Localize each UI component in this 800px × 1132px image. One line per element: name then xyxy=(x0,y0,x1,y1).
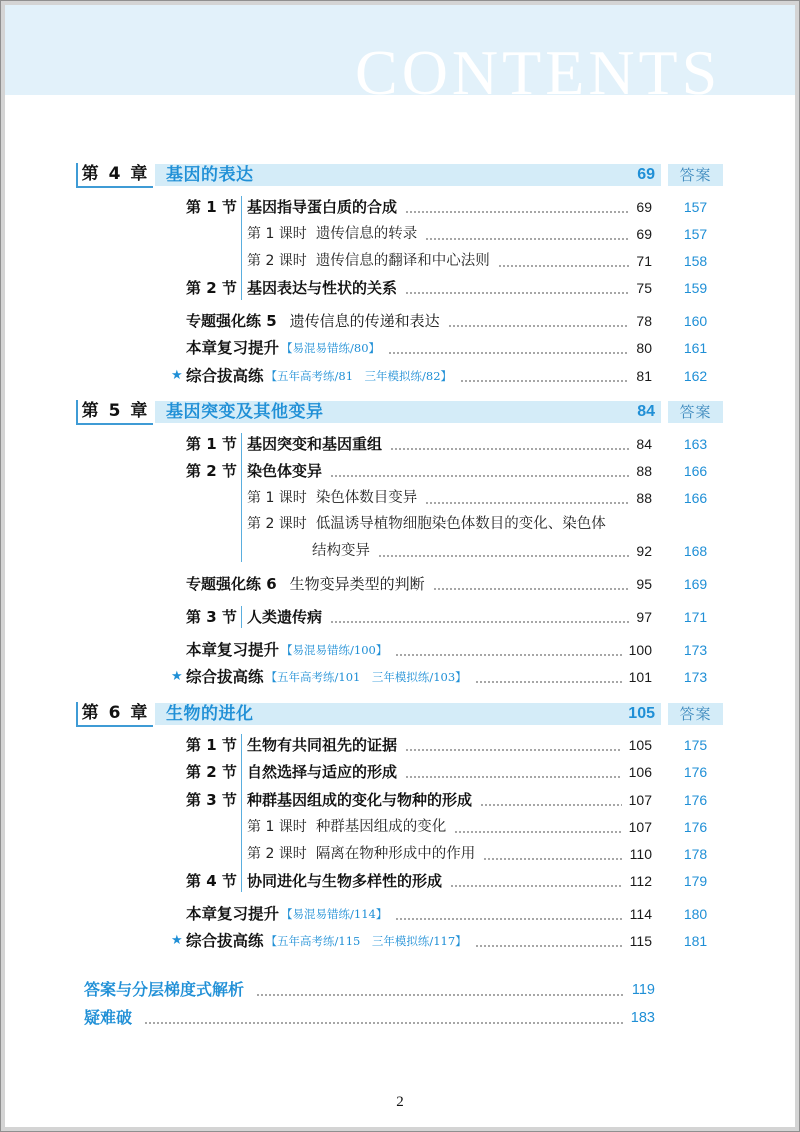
answer-page-number: 166 xyxy=(683,490,708,506)
entry-line xyxy=(247,460,652,482)
dot-leader xyxy=(475,666,622,688)
dot-leader xyxy=(405,196,629,218)
chapter-page-number: 105 xyxy=(628,705,655,722)
dot-leader xyxy=(475,930,623,952)
entry-line xyxy=(186,639,652,661)
entry-line xyxy=(186,930,652,952)
lesson-label: 第 2 课时 xyxy=(247,253,307,269)
entry-line xyxy=(247,250,652,272)
lesson-title: 染色体数目变异 xyxy=(315,490,418,506)
dot-leader xyxy=(388,337,629,359)
lesson-title: 种群基因组成的变化 xyxy=(315,819,447,835)
toc-comprehensive-entry xyxy=(0,930,800,952)
page-footer-number: 2 xyxy=(396,1094,404,1110)
entry-line xyxy=(247,606,652,628)
section-title: 染色体变异 xyxy=(247,462,323,480)
dot-leader xyxy=(330,606,629,628)
chapter-header xyxy=(0,401,800,423)
entry-line xyxy=(186,365,652,387)
section-label: 第 2 节 xyxy=(186,462,237,480)
dot-leader xyxy=(405,734,622,756)
answer-page-number: 176 xyxy=(683,764,708,780)
lesson-title: 隔离在物种形成中的作用 xyxy=(315,846,476,862)
comprehensive-note: 【五年高考练/101 三年模拟练/103】 xyxy=(265,670,467,684)
toc-lesson-entry xyxy=(0,223,800,245)
answer-page-number: 163 xyxy=(683,436,708,452)
dot-leader xyxy=(256,979,625,1001)
toc-section-entry xyxy=(0,460,800,482)
review-note: 【易混易错练/114】 xyxy=(281,907,388,921)
dot-leader xyxy=(405,277,629,299)
dot-leader xyxy=(144,1007,624,1029)
toc-lesson-entry xyxy=(0,487,800,509)
chapter-title: 基因的表达 xyxy=(166,165,254,185)
entry-line xyxy=(186,337,652,359)
appendix-title: 答案与分层梯度式解析 xyxy=(84,980,245,999)
answer-page-number: 166 xyxy=(683,463,708,479)
answer-page-number: 179 xyxy=(683,873,708,889)
comprehensive-title: 综合拔高练 xyxy=(186,668,264,686)
dot-leader xyxy=(425,487,629,509)
entry-line xyxy=(186,666,652,688)
star-icon: ★ xyxy=(171,933,183,948)
entry-line xyxy=(247,789,652,811)
entry-line xyxy=(186,573,652,595)
dot-leader xyxy=(448,310,630,332)
toc-section-entry xyxy=(0,734,800,756)
answer-page-number: 171 xyxy=(683,609,708,625)
special-practice-title: 遗传信息的传递和表达 xyxy=(289,312,440,330)
answer-page-number: 160 xyxy=(683,313,708,329)
page-number: 84 xyxy=(636,436,652,452)
chapter-title: 基因突变及其他变异 xyxy=(166,402,324,422)
section-title: 自然选择与适应的形成 xyxy=(247,763,398,781)
chapter-label: 第 4 章 xyxy=(76,163,153,188)
entry-line xyxy=(312,540,652,562)
lesson-label: 第 1 课时 xyxy=(247,226,307,242)
review-note: 【易混易错练/80】 xyxy=(281,341,381,355)
answer-page-number: 173 xyxy=(683,642,708,658)
dot-leader xyxy=(460,365,629,387)
chapter-title-bar xyxy=(155,164,661,186)
chapter-page-number: 84 xyxy=(637,403,655,420)
entry-line xyxy=(84,1007,655,1029)
comprehensive-note: 【五年高考练/81 三年模拟练/82】 xyxy=(265,369,453,383)
section-title: 人类遗传病 xyxy=(247,608,323,626)
toc-lesson-entry xyxy=(0,513,800,535)
page-number: 69 xyxy=(636,226,652,242)
page-number: 81 xyxy=(636,368,652,384)
toc-section-entry xyxy=(0,761,800,783)
chapter-page-number: 69 xyxy=(637,166,655,183)
entry-line xyxy=(186,310,652,332)
toc-section-entry xyxy=(0,277,800,299)
page-number: 80 xyxy=(636,340,652,356)
entry-line xyxy=(247,870,652,892)
chapter-title: 生物的进化 xyxy=(166,704,254,724)
page-number: 69 xyxy=(636,199,652,215)
entry-line xyxy=(247,433,652,455)
page-number: 114 xyxy=(629,906,652,922)
chapter-review-title: 本章复习提升 xyxy=(186,641,280,659)
lesson-title-line-1: 低温诱导植物细胞染色体数目的变化、染色体 xyxy=(315,516,606,532)
section-title: 基因指导蛋白质的合成 xyxy=(247,198,398,216)
entry-line xyxy=(247,843,652,865)
section-label: 第 2 节 xyxy=(186,279,237,297)
section-title: 种群基因组成的变化与物种的形成 xyxy=(247,791,473,809)
section-label: 第 1 节 xyxy=(186,736,237,754)
page-number: 183 xyxy=(630,1010,655,1026)
section-label: 第 1 节 xyxy=(186,198,237,216)
toc-lesson-entry xyxy=(0,250,800,272)
comprehensive-title: 综合拔高练 xyxy=(186,367,264,385)
special-practice-label: 专题强化练 5 xyxy=(186,312,277,330)
dot-leader xyxy=(390,433,629,455)
entry-line xyxy=(247,734,652,756)
star-icon: ★ xyxy=(171,669,183,684)
section-label: 第 4 节 xyxy=(186,872,237,890)
section-title: 基因突变和基因重组 xyxy=(247,435,383,453)
lesson-title: 遗传信息的转录 xyxy=(315,226,418,242)
toc-lesson-entry xyxy=(0,843,800,865)
page-number: 112 xyxy=(629,873,652,889)
special-practice-label: 专题强化练 6 xyxy=(186,575,277,593)
toc-lesson-entry-continued xyxy=(0,540,800,562)
dot-leader xyxy=(425,223,629,245)
dot-leader xyxy=(480,789,622,811)
answer-page-number: 168 xyxy=(683,543,708,559)
entry-line xyxy=(186,903,652,925)
lesson-label: 第 2 课时 xyxy=(247,846,307,862)
section-title: 基因表达与性状的关系 xyxy=(247,279,398,297)
toc-section-entry xyxy=(0,870,800,892)
chapter-title-bar xyxy=(155,401,661,423)
section-label: 第 2 节 xyxy=(186,763,237,781)
entry-line xyxy=(247,196,652,218)
answer-page-number: 162 xyxy=(683,368,708,384)
chapter-review-title: 本章复习提升 xyxy=(186,339,280,357)
contents-banner xyxy=(5,5,795,95)
toc-appendix-entry xyxy=(0,1007,800,1029)
page-number: 107 xyxy=(628,792,652,808)
entry-line xyxy=(247,816,652,838)
answer-page-number: 176 xyxy=(683,819,708,835)
page-number: 78 xyxy=(636,313,652,329)
entry-line xyxy=(247,487,652,509)
toc-chapter-review-entry xyxy=(0,903,800,925)
answer-page-number: 180 xyxy=(683,906,708,922)
answer-page-number: 173 xyxy=(683,669,708,685)
chapter-header xyxy=(0,164,800,186)
toc-special-practice-entry xyxy=(0,310,800,332)
entry-line xyxy=(247,223,652,245)
page-number: 119 xyxy=(631,982,655,998)
lesson-label: 第 1 课时 xyxy=(247,819,307,835)
toc-chapter-review-entry xyxy=(0,639,800,661)
toc-section-entry xyxy=(0,606,800,628)
chapter-title-bar xyxy=(155,703,661,725)
answer-page-number: 178 xyxy=(683,846,708,862)
special-practice-title: 生物变异类型的判断 xyxy=(289,575,425,593)
comprehensive-note: 【五年高考练/115 三年模拟练/117】 xyxy=(265,934,467,948)
dot-leader xyxy=(483,843,622,865)
entry-line xyxy=(247,761,652,783)
dot-leader xyxy=(498,250,630,272)
answer-page-number: 159 xyxy=(683,280,708,296)
answer-page-number: 158 xyxy=(683,253,708,269)
appendix-title: 疑难破 xyxy=(84,1008,133,1027)
chapter-review-title: 本章复习提升 xyxy=(186,905,280,923)
lesson-label: 第 1 课时 xyxy=(247,490,307,506)
lesson-title: 遗传信息的翻译和中心法则 xyxy=(315,253,490,269)
answer-page-number: 161 xyxy=(683,340,708,356)
page-number: 107 xyxy=(628,819,652,835)
answer-page-number: 175 xyxy=(683,737,708,753)
toc-lesson-entry xyxy=(0,816,800,838)
answer-column-header: 答案 xyxy=(668,401,723,423)
dot-leader xyxy=(433,573,630,595)
toc-appendix-entry xyxy=(0,979,800,1001)
dot-leader xyxy=(405,761,622,783)
answer-page-number: 181 xyxy=(683,933,708,949)
section-title: 协同进化与生物多样性的形成 xyxy=(247,872,443,890)
dot-leader xyxy=(395,639,621,661)
entry-line xyxy=(247,277,652,299)
page-number: 75 xyxy=(636,280,652,296)
answer-page-number: 169 xyxy=(683,576,708,592)
page-number: 100 xyxy=(628,642,652,658)
answer-page-number: 157 xyxy=(683,199,708,215)
page-number: 97 xyxy=(636,609,652,625)
section-label: 第 3 节 xyxy=(186,608,237,626)
dot-leader xyxy=(450,870,623,892)
chapter-label: 第 5 章 xyxy=(76,400,153,425)
answer-page-number: 176 xyxy=(683,792,708,808)
lesson-label: 第 2 课时 xyxy=(247,516,307,532)
answer-page-number: 157 xyxy=(683,226,708,242)
toc-comprehensive-entry xyxy=(0,666,800,688)
page-number: 110 xyxy=(629,846,652,862)
page-number: 105 xyxy=(628,737,652,753)
dot-leader xyxy=(378,540,629,562)
page-number: 115 xyxy=(629,933,652,949)
page-number: 88 xyxy=(636,490,652,506)
review-note: 【易混易错练/100】 xyxy=(281,643,388,657)
entry-line xyxy=(84,979,655,1001)
page-number: 95 xyxy=(636,576,652,592)
section-divider-line xyxy=(241,734,242,892)
section-title: 生物有共同祖先的证据 xyxy=(247,736,398,754)
page-number: 92 xyxy=(636,543,652,559)
page-number: 101 xyxy=(628,669,652,685)
lesson-title-line-2: 结构变异 xyxy=(312,543,370,559)
section-label: 第 3 节 xyxy=(186,791,237,809)
answer-column-header: 答案 xyxy=(668,703,723,725)
toc-chapter-review-entry xyxy=(0,337,800,359)
dot-leader xyxy=(330,460,629,482)
answer-column-header: 答案 xyxy=(668,164,723,186)
toc-section-entry xyxy=(0,789,800,811)
entry-line xyxy=(247,513,652,535)
dot-leader xyxy=(395,903,622,925)
contents-watermark: CONTENTS xyxy=(355,37,722,95)
star-icon: ★ xyxy=(171,368,183,383)
chapter-header xyxy=(0,703,800,725)
toc-section-entry xyxy=(0,433,800,455)
page-number: 71 xyxy=(636,253,652,269)
toc-comprehensive-entry xyxy=(0,365,800,387)
section-label: 第 1 节 xyxy=(186,435,237,453)
toc-special-practice-entry xyxy=(0,573,800,595)
page-number: 88 xyxy=(636,463,652,479)
chapter-label: 第 6 章 xyxy=(76,702,153,727)
comprehensive-title: 综合拔高练 xyxy=(186,932,264,950)
toc-section-entry xyxy=(0,196,800,218)
page-number: 106 xyxy=(628,764,652,780)
dot-leader xyxy=(454,816,621,838)
